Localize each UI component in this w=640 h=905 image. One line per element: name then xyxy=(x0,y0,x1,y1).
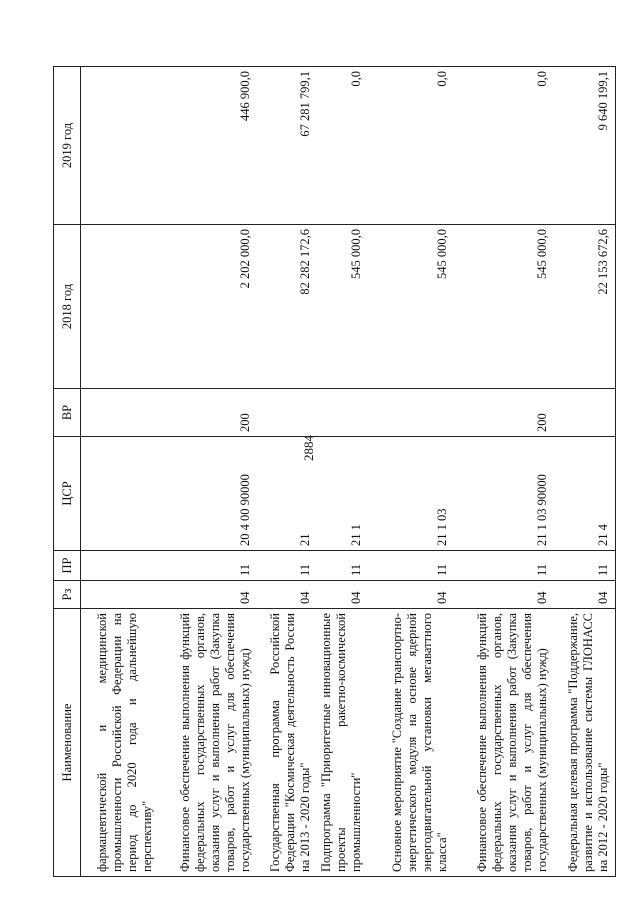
row-rz: 04 xyxy=(368,581,454,609)
header-rz: Рз xyxy=(54,581,81,609)
table-row xyxy=(454,67,554,877)
row-name: Федеральная целевая программа "Поддержание, развитие и использование системы ГЛОНАСС на 2012 - 2020 годы" xyxy=(554,609,616,877)
header-pr: ПР xyxy=(54,551,81,581)
row-pr: 11 xyxy=(454,551,554,581)
row-csr: 20 4 00 90000 xyxy=(159,437,257,551)
row-rz: 04 xyxy=(257,581,317,609)
row-2018: 2 202 000,0 xyxy=(159,225,257,389)
row-2019: 446 900,0 xyxy=(159,67,257,225)
row-name: Подпрограмма "Приоритетные инновационные проекты ракетно-космической промышленности" xyxy=(317,609,368,877)
row-name: Финансовое обеспечение выполнения функций федеральных государственных органов, оказания услуг и выполнения работ (Закупка товаров, работ и услуг для обеспечения государственных (муниципальных) нужд) xyxy=(159,609,257,877)
row-vr xyxy=(554,389,616,437)
row-csr: 21 1 03 xyxy=(368,437,454,551)
row-2018: 545 000,0 xyxy=(368,225,454,389)
header-name: Наименование xyxy=(54,609,81,877)
row-rz xyxy=(81,581,159,609)
row-csr xyxy=(81,437,159,551)
row-pr: 11 xyxy=(159,551,257,581)
row-2019: 9 640 199,1 xyxy=(554,67,616,225)
row-pr: 11 xyxy=(554,551,616,581)
row-2018: 22 153 672,6 xyxy=(554,225,616,389)
header-row xyxy=(54,67,81,877)
row-2019: 0,0 xyxy=(454,67,554,225)
header-2019: 2019 год xyxy=(54,67,81,225)
table-row xyxy=(554,67,616,877)
table-row xyxy=(257,67,317,877)
row-pr: 11 xyxy=(257,551,317,581)
table-row xyxy=(81,67,159,877)
budget-table-rotated xyxy=(53,67,610,877)
row-name: Основное мероприятие "Создание транспортно-энергетического модуля на основе ядерной энергодвигательной установки мегаваттного класса" xyxy=(368,609,454,877)
row-pr: 11 xyxy=(368,551,454,581)
page-number: 2884 xyxy=(301,435,316,461)
row-vr: 200 xyxy=(454,389,554,437)
row-csr: 21 4 xyxy=(554,437,616,551)
row-2018: 82 282 172,6 xyxy=(257,225,317,389)
row-name: Государственная программа Российской Федерации "Космическая деятельность России на 2013 - 2020 годы" xyxy=(257,609,317,877)
row-2019: 67 281 799,1 xyxy=(257,67,317,225)
table-row xyxy=(368,67,454,877)
row-name: фармацевтической и медицинской промышленности Российской Федерации на период до 2020 года и дальнейшую перспективу" xyxy=(81,609,159,877)
row-2019 xyxy=(81,67,159,225)
row-vr: 200 xyxy=(159,389,257,437)
row-vr xyxy=(368,389,454,437)
table-row xyxy=(317,67,368,877)
budget-table xyxy=(53,66,616,877)
row-2018: 545 000,0 xyxy=(317,225,368,389)
row-csr: 21 1 03 90000 xyxy=(454,437,554,551)
row-rz: 04 xyxy=(454,581,554,609)
row-rz: 04 xyxy=(554,581,616,609)
row-vr xyxy=(257,389,317,437)
row-vr xyxy=(317,389,368,437)
table-row xyxy=(159,67,257,877)
header-vr: ВР xyxy=(54,389,81,437)
row-2019: 0,0 xyxy=(368,67,454,225)
row-csr: 21 1 xyxy=(317,437,368,551)
row-pr xyxy=(81,551,159,581)
row-vr xyxy=(81,389,159,437)
header-csr: ЦСР xyxy=(54,437,81,551)
row-rz: 04 xyxy=(317,581,368,609)
row-pr: 11 xyxy=(317,551,368,581)
row-2018 xyxy=(81,225,159,389)
row-name: Финансовое обеспечение выполнения функций федеральных государственных органов, оказания услуг и выполнения работ (Закупка товаров, работ и услуг для обеспечения государственных (муниципальных) нужд) xyxy=(454,609,554,877)
row-2019: 0,0 xyxy=(317,67,368,225)
row-rz: 04 xyxy=(159,581,257,609)
row-2018: 545 000,0 xyxy=(454,225,554,389)
header-2018: 2018 год xyxy=(54,225,81,389)
row-csr: 21 xyxy=(257,437,317,551)
